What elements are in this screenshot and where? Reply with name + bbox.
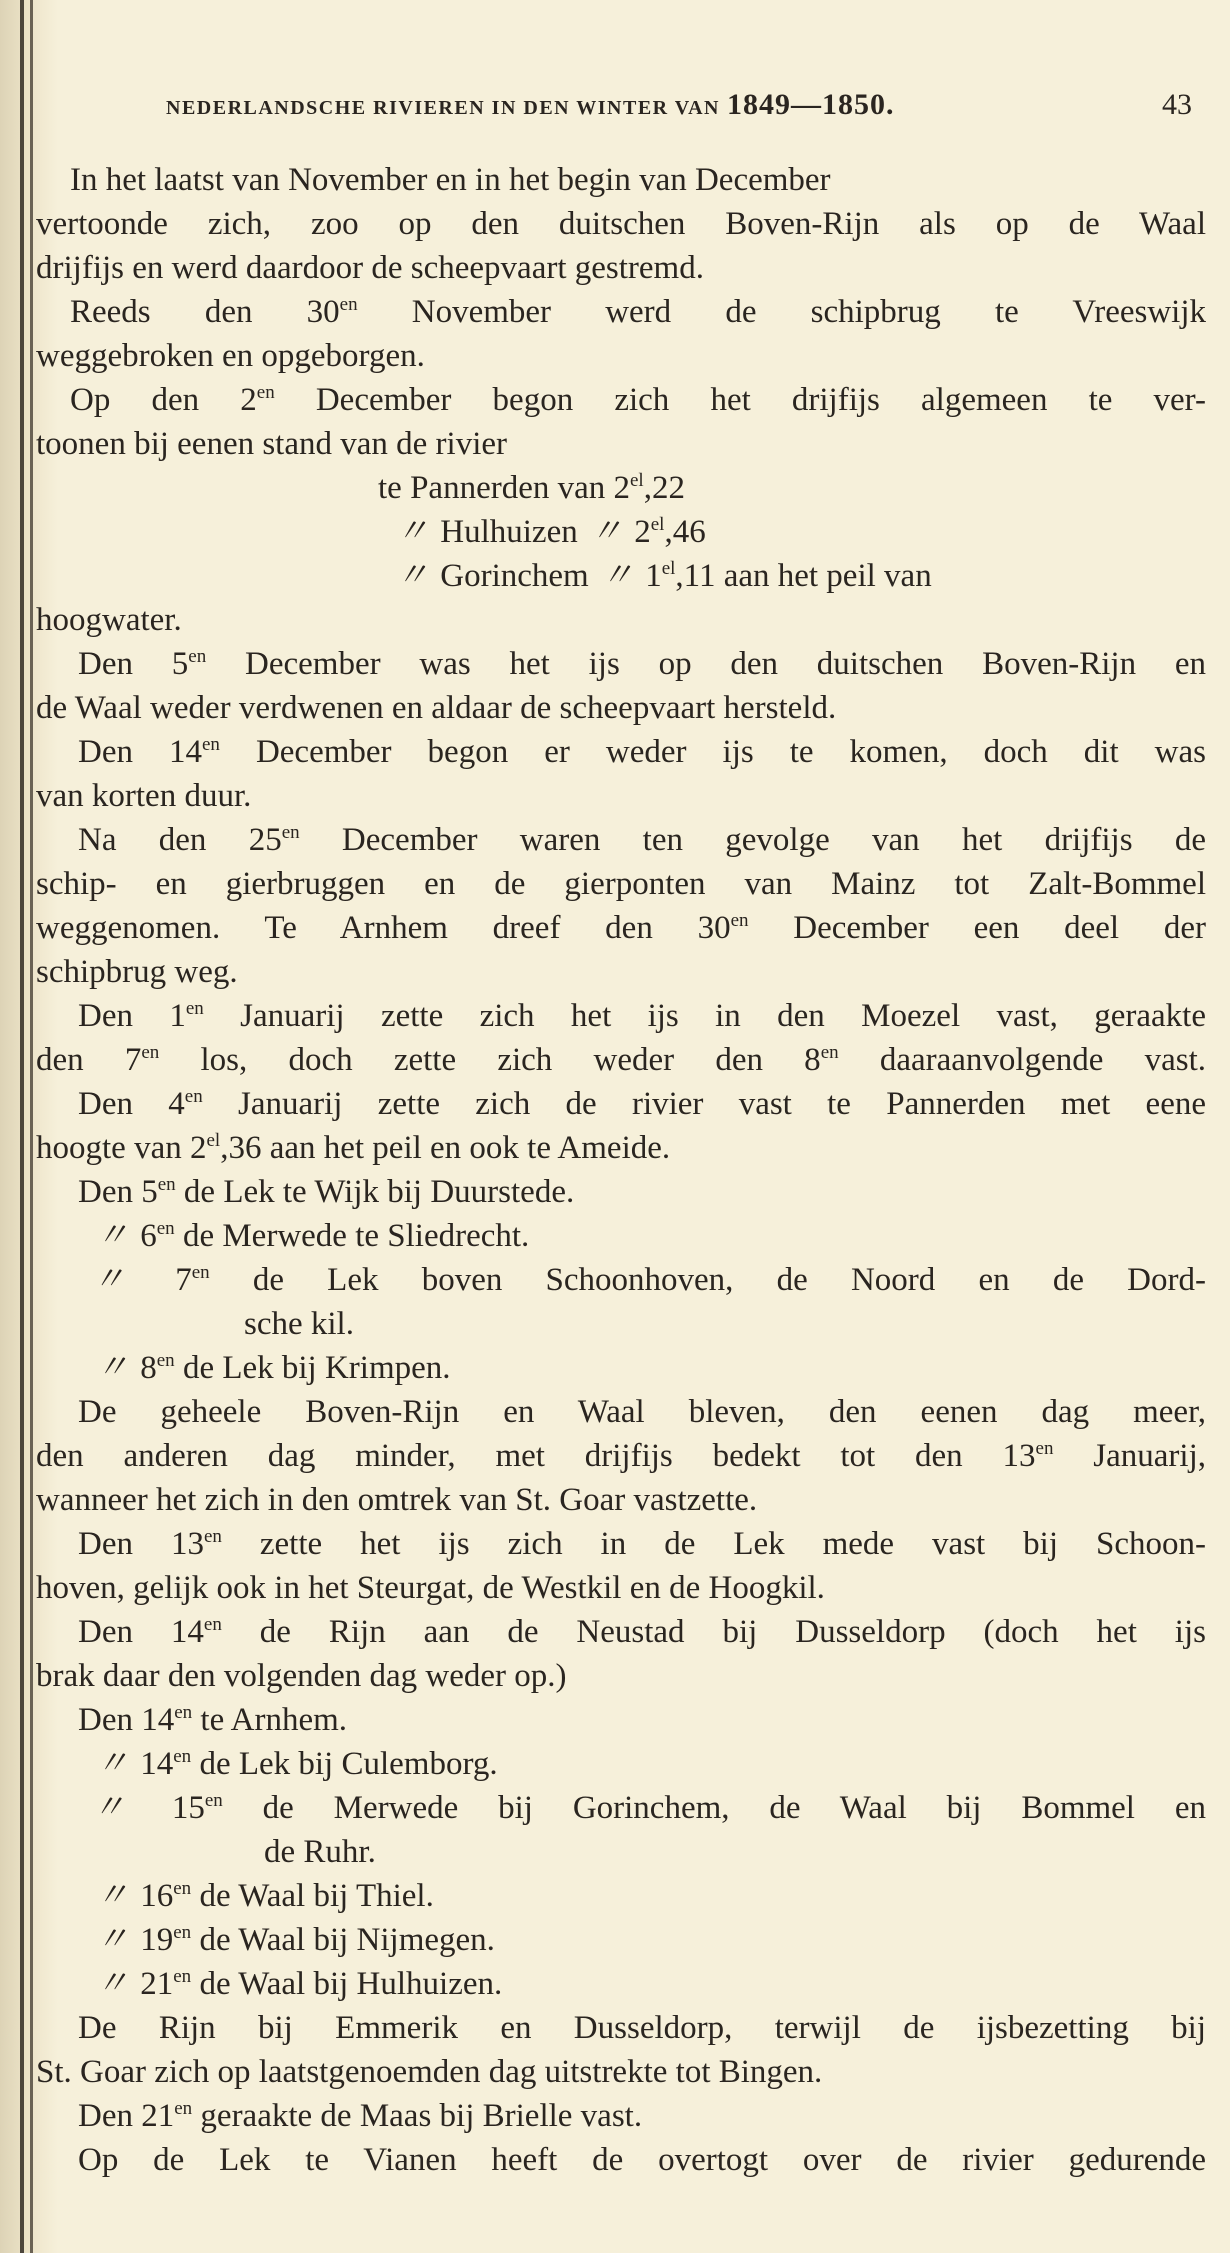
text-line: Op den $2^{en}$ December begon zich het drijfijs algemeen te ver-: [70, 382, 1207, 418]
ditto-mark: 〃: [95, 1746, 129, 1782]
text-line: Den $5^{en}$ de Lek te Wijk bij Duurstede.: [78, 1174, 575, 1210]
text-line: St. Goar zich op laatstgenoemden dag uitstrekte tot Bingen.: [36, 2054, 823, 2090]
text-line: 〃 $21^{en}$ de Waal bij Hulhuizen.: [92, 1964, 502, 2004]
text-line: Den $13^{en}$ zette het ijs zich in de Lek mede vast bij Schoon-: [78, 1526, 1206, 1562]
text-line: 〃 $19^{en}$ de Waal bij Nijmegen.: [92, 1920, 495, 1960]
text-line: 〃 $16^{en}$ de Waal bij Thiel.: [92, 1876, 434, 1916]
text-line: vertoonde zich, zoo op den duitschen Boven-Rijn als op de Waal: [36, 206, 1206, 242]
text-line: Den $5^{en}$ December was het ijs op den duitschen Boven-Rijn en: [78, 646, 1207, 682]
spine-edge-line: [20, 0, 24, 2253]
ditto-mark: 〃: [95, 1878, 129, 1914]
text-line: schipbrug weg.: [36, 954, 238, 990]
text-line: weggebroken en opgeborgen.: [36, 338, 425, 374]
ditto-mark: 〃: [589, 514, 623, 550]
text-line: Den $1^{en}$ Januarij zette zich het ijs in den Moezel vast, geraakte: [78, 998, 1206, 1034]
ditto-mark: 〃: [95, 1350, 129, 1386]
text-line: wanneer het zich in den omtrek van St. Goar vastzette.: [36, 1482, 758, 1518]
text-line: den $7^{en}$ los, doch zette zich weder den $8^{en}$ daaraanvolgende vast.: [36, 1042, 1206, 1078]
text-line: De geheele Boven-Rijn en Waal bleven, den eenen dag meer,: [78, 1394, 1206, 1430]
ditto-mark: 〃: [395, 558, 429, 594]
text-line: te Pannerden van $2^{el},22$: [378, 470, 685, 506]
text-line: Den $14^{en}$ December begon er weder ijs te komen, doch dit was: [78, 734, 1206, 770]
text-line: brak daar den volgenden dag weder op.): [36, 1658, 567, 1694]
text-line: 〃 $14^{en}$ de Lek bij Culemborg.: [92, 1744, 498, 1784]
text-line: hoven, gelijk ook in het Steurgat, de Westkil en de Hoogkil.: [36, 1570, 825, 1606]
text-line: Den $21^{en}$ geraakte de Maas bij Brielle vast.: [78, 2098, 643, 2134]
text-line: Den $14^{en}$ te Arnhem.: [78, 1702, 348, 1738]
text-line: 〃 $8^{en}$ de Lek bij Krimpen.: [92, 1348, 451, 1388]
text-line: sche kil.: [244, 1306, 354, 1342]
ditto-mark: 〃: [600, 558, 634, 594]
text-line: drijfijs en werd daardoor de scheepvaart gestremd.: [36, 250, 704, 286]
text-line: schip- en gierbruggen en de gierponten van Mainz tot Zalt-Bommel: [36, 866, 1206, 902]
text-line: de Ruhr.: [264, 1834, 376, 1870]
ditto-mark: 〃: [92, 1262, 125, 1298]
text-line: van korten duur.: [36, 778, 252, 814]
text-line: Reeds den $30^{en}$ November werd de schipbrug te Vreeswijk: [70, 294, 1206, 330]
running-title: NEDERLANDSCHE RIVIEREN IN DEN WINTER VAN 1849—1850.: [166, 88, 895, 121]
page-number: 43: [1162, 88, 1192, 121]
text-line: Op de Lek te Vianen heeft de overtogt over de rivier gedurende: [78, 2142, 1206, 2178]
running-header: [0, 88, 1230, 128]
text-line: Den $4^{en}$ Januarij zette zich de rivier vast te Pannerden met eene: [78, 1086, 1206, 1122]
text-line: Den $14^{en}$ de Rijn aan de Neustad bij Dusseldorp (doch het ijs: [78, 1614, 1206, 1650]
spine-edge-line: [30, 0, 33, 2253]
text-line: hoogte van $2^{el},36$ aan het peil en ook te Ameide.: [36, 1130, 671, 1166]
text-line: weggenomen. Te Arnhem dreef den $30^{en}$ December een deel der: [36, 910, 1206, 946]
text-line: De Rijn bij Emmerik en Dusseldorp, terwijl de ijsbezetting bij: [78, 2010, 1206, 2046]
ditto-mark: 〃: [95, 1218, 129, 1254]
text-line: den anderen dag minder, met drijfijs bedekt tot den $13^{en}$ Januarij,: [36, 1438, 1206, 1474]
text-line: Na den $25^{en}$ December waren ten gevolge van het drijfijs de: [78, 822, 1206, 858]
ditto-mark: 〃: [95, 1966, 129, 2002]
text-line: 〃 Gorinchem 〃 $1^{el},11$ aan het peil van: [392, 556, 932, 596]
text-line: In het laatst van November en in het begin van December: [70, 162, 831, 198]
text-line: 〃 $15^{en}$ de Merwede bij Gorinchem, de Waal bij Bommel en: [92, 1790, 1206, 1826]
text-line: 〃 $7^{en}$ de Lek boven Schoonhoven, de Noord en de Dord-: [92, 1262, 1206, 1298]
ditto-mark: 〃: [92, 1790, 125, 1826]
text-line: hoogwater.: [36, 602, 182, 638]
text-line: de Waal weder verdwenen en aldaar de scheepvaart hersteld.: [36, 690, 837, 726]
ditto-mark: 〃: [395, 514, 429, 550]
text-line: 〃 Hulhuizen 〃 $2^{el},46$: [392, 512, 706, 552]
text-line: 〃 $6^{en}$ de Merwede te Sliedrecht.: [92, 1216, 529, 1256]
ditto-mark: 〃: [95, 1922, 129, 1958]
text-line: toonen bij eenen stand van de rivier: [36, 426, 508, 462]
